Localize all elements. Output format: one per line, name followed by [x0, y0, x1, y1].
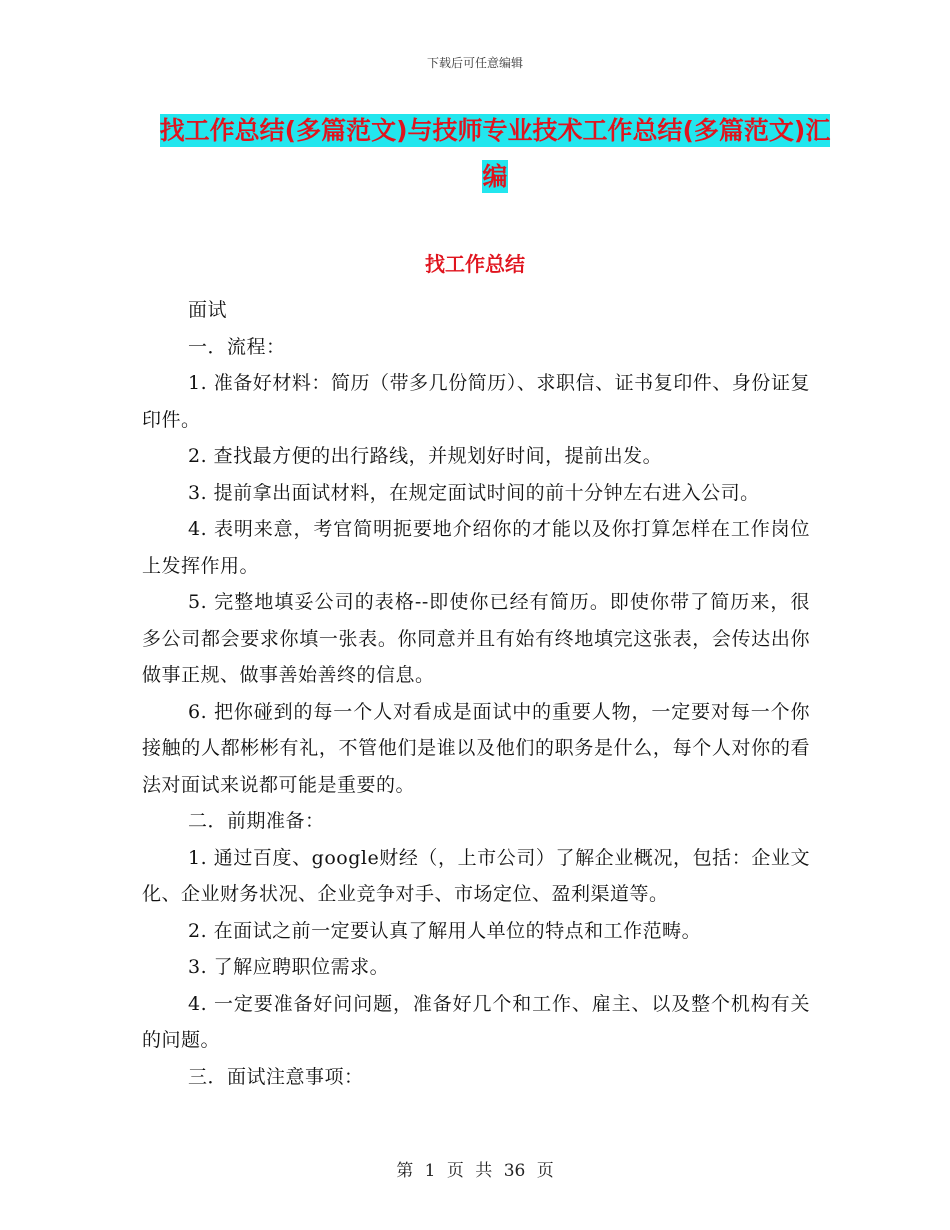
paragraph: 3. 提前拿出面试材料，在规定面试时间的前十分钟左右进入公司。	[188, 481, 760, 504]
paragraph: 二．前期准备：	[188, 810, 325, 832]
paragraph: 6. 把你碰到的每一个人对看成是面试中的重要人物，一定要对每一个你接触的人都彬彬有礼，不管他们是谁以及他们的职务是什么，每个人对你的看法对面试来说都可能是重要的。	[142, 700, 810, 796]
paragraph: 面试	[188, 299, 228, 321]
header-note: 下载后可任意编辑	[426, 56, 523, 70]
paragraph: 1. 准备好材料：简历（带多几份简历）、求职信、证书复印件、身份证复印件。	[142, 372, 810, 431]
document-body	[142, 292, 810, 1095]
paragraph: 4. 表明来意，考官简明扼要地介绍你的才能以及你打算怎样在工作岗位上发挥作用。	[142, 518, 810, 577]
paragraph: 5. 完整地填妥公司的表格--即使你已经有简历。即使你带了简历来，很多公司都会要求你填一张表。你同意并且有始有终地填完这张表，会传达出你做事正规、做事善始善终的信息。	[142, 591, 810, 686]
section-title: 找工作总结	[425, 252, 525, 276]
paragraph: 1. 通过百度、google财经（，上市公司）了解企业概况，包括：企业文化、企业财务状况、企业竞争对手、市场定位、盈利渠道等。	[142, 846, 810, 905]
page-footer: 第 1 页 共 36 页	[396, 1161, 554, 1181]
paragraph: 一．流程：	[188, 335, 286, 358]
paragraph: 3. 了解应聘职位需求。	[188, 956, 390, 978]
paragraph: 2. 查找最方便的出行路线，并规划好时间，提前出发。	[188, 445, 663, 467]
paragraph: 2. 在面试之前一定要认真了解用人单位的特点和工作范畴。	[188, 919, 702, 942]
document-title	[150, 108, 840, 200]
paragraph: 三．面试注意事项：	[188, 1065, 364, 1088]
paragraph: 4. 一定要准备好问问题，准备好几个和工作、雇主、以及整个机构有关的问题。	[142, 992, 810, 1051]
document-title-text: 找工作总结(多篇范文)与技师专业技术工作总结(多篇范文)汇编	[159, 116, 831, 191]
